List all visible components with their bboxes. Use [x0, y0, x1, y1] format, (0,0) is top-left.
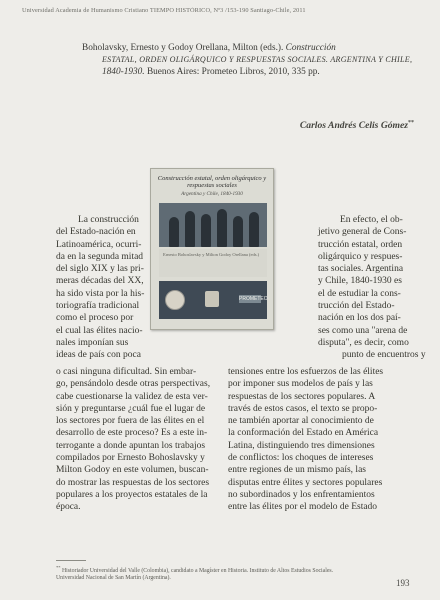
text-line: nales imponían sus — [56, 337, 129, 348]
footnote-rule — [56, 560, 86, 561]
text-line: meras décadas del XX, — [56, 276, 144, 287]
book-citation — [82, 42, 413, 79]
text-line: la conformación del Estado en América — [228, 428, 379, 439]
text-line: toriografía tradicional — [56, 301, 140, 312]
cover-subtitle: Argentina y Chile, 1840-1930 — [181, 190, 243, 197]
publisher-emblem-icon — [205, 291, 219, 307]
text-line: populares a los proyectos estatales de la — [56, 489, 208, 500]
text-line: o casi ninguna dificultad. Sin embar- — [56, 367, 197, 377]
text-line: tensiones entre los esfuerzos de las élites — [228, 367, 384, 377]
cover-photo — [159, 203, 267, 247]
text-line: entre las élites por el modelo de Estado — [228, 502, 378, 513]
text-line: En efecto, el ob- — [340, 215, 403, 225]
text-line: go, pensándolo desde otras perspectivas, — [56, 379, 211, 390]
text-line: no subordinados y los enfrentamientos — [228, 489, 375, 500]
citation-years: 1840-1930. — [102, 67, 145, 78]
text-line: desarrollo de este proceso? Es a este in- — [56, 428, 208, 439]
citation-title-b: ESTATAL, ORDEN OLIGÁRQUICO Y RESPUESTAS SOCIALES. ARGENTINA Y CHILE, — [102, 55, 413, 65]
reviewer-name: Carlos Andrés Celis Gómez** — [299, 120, 414, 132]
text-line: entre regiones de un mismo país, las — [228, 465, 366, 476]
text-line: el cual las élites nacio- — [56, 325, 143, 336]
text-line: terrogante a donde apuntan los trabajos — [56, 440, 206, 451]
text-line: y Chile, 1840-1930 es — [318, 276, 402, 287]
text-line: La construcción — [78, 215, 139, 225]
text-line: época. — [56, 502, 81, 513]
cover-editors: Ernesto Bohoslavsky y Milton Godoy Orellana (eds.) — [163, 252, 260, 257]
text-line: de conflictos: los choques de intereses — [228, 453, 374, 464]
text-line: Latina, distinguiendo tres dimensiones — [228, 440, 375, 451]
citation-title-a: Construcción — [285, 43, 336, 53]
university-seal-icon — [165, 290, 185, 310]
text-line: compilados por Ernesto Bohoslavsky y — [56, 453, 205, 464]
cover-footer — [159, 281, 267, 319]
cover-editors-band — [159, 249, 267, 277]
text-line: oligárquico y respues- — [318, 251, 403, 262]
text-line: del siglo XIX y las pri- — [56, 264, 144, 275]
text-line: ne también aportar al conocimiento de — [228, 416, 374, 427]
text-line: trucción del Estado- — [318, 301, 395, 312]
text-line: por imponer sus modelos de país y las — [228, 379, 373, 390]
right-column-bottom — [228, 366, 410, 514]
reviewer-footnote-mark: ** — [408, 120, 414, 126]
text-line: Latinoamérica, ocurri- — [56, 239, 142, 250]
text-line: disputa", es decir, como — [318, 337, 409, 348]
cover-figure — [249, 212, 259, 247]
prometeo-logo: PROMETEO — [239, 296, 268, 302]
text-line: Milton Godoy en este volumen, buscan- — [56, 465, 209, 476]
text-line: el de estudiar la cons- — [318, 288, 401, 299]
cover-figure — [201, 214, 211, 247]
text-line: del Estado-nación en — [56, 227, 136, 238]
text-line: través de estos casos, el texto se propo- — [228, 403, 378, 414]
text-line: ideas de país con poca — [56, 350, 141, 361]
text-line: tas sociales. Argentina — [318, 264, 404, 275]
left-column-top — [56, 214, 152, 362]
cover-figure — [233, 216, 243, 247]
footnote-line: Historiador Universidad del Valle (Colombia), candidato a Magíster en Historia. Instituto de Altos Estudios Sociales. — [61, 567, 334, 574]
text-line: ha sido vista por la his- — [56, 288, 145, 299]
text-line: nación en los dos paí- — [318, 313, 401, 324]
left-column-bottom — [56, 366, 224, 514]
book-cover-image — [150, 168, 274, 330]
cover-figure — [217, 209, 227, 247]
text-line: trucción estatal, orden — [318, 239, 403, 250]
text-line: sión y preguntarse ¿cuál fue el lugar de — [56, 403, 206, 414]
text-line: como el proceso por — [56, 313, 134, 324]
text-line: disputas entre élites y sectores populares — [228, 477, 383, 488]
footnote — [56, 564, 396, 582]
running-head: Universidad Academia de Humanismo Cristiano TIEMPO HISTÓRICO, Nº3 /153-190 Santiago-Chile, 2011 — [22, 7, 306, 14]
cover-figure — [185, 211, 195, 247]
citation-authors: Boholavsky, Ernesto y Godoy Orellana, Milton (eds.). — [82, 43, 284, 53]
text-line: cabe cuestionarse la validez de esta ver- — [56, 391, 208, 402]
text-line: do mostrar las respuestas de los sectores — [56, 477, 210, 488]
text-line: da en la segunda mitad — [56, 251, 144, 262]
footnote-mark: ** — [56, 565, 61, 570]
cover-title: Construcción estatal, orden oligárquico y respuestas sociales — [157, 175, 267, 190]
right-column-top — [318, 214, 426, 362]
text-line: los sectores por fuera de las élites en el — [56, 416, 205, 427]
footnote-line: Universidad Nacional de San Martín (Argentina). — [56, 575, 171, 582]
citation-publisher: Buenos Aires: Prometeo Libros, 2010, 335 pp. — [146, 67, 320, 78]
cover-figure — [169, 217, 179, 247]
text-line: jetivo general de Cons- — [318, 227, 407, 238]
text-line: punto de encuentros y — [342, 350, 426, 361]
page-number: 193 — [396, 578, 410, 588]
text-line: ses como una "arena de — [318, 325, 408, 336]
text-line: respuestas de los sectores populares. A — [228, 391, 376, 402]
